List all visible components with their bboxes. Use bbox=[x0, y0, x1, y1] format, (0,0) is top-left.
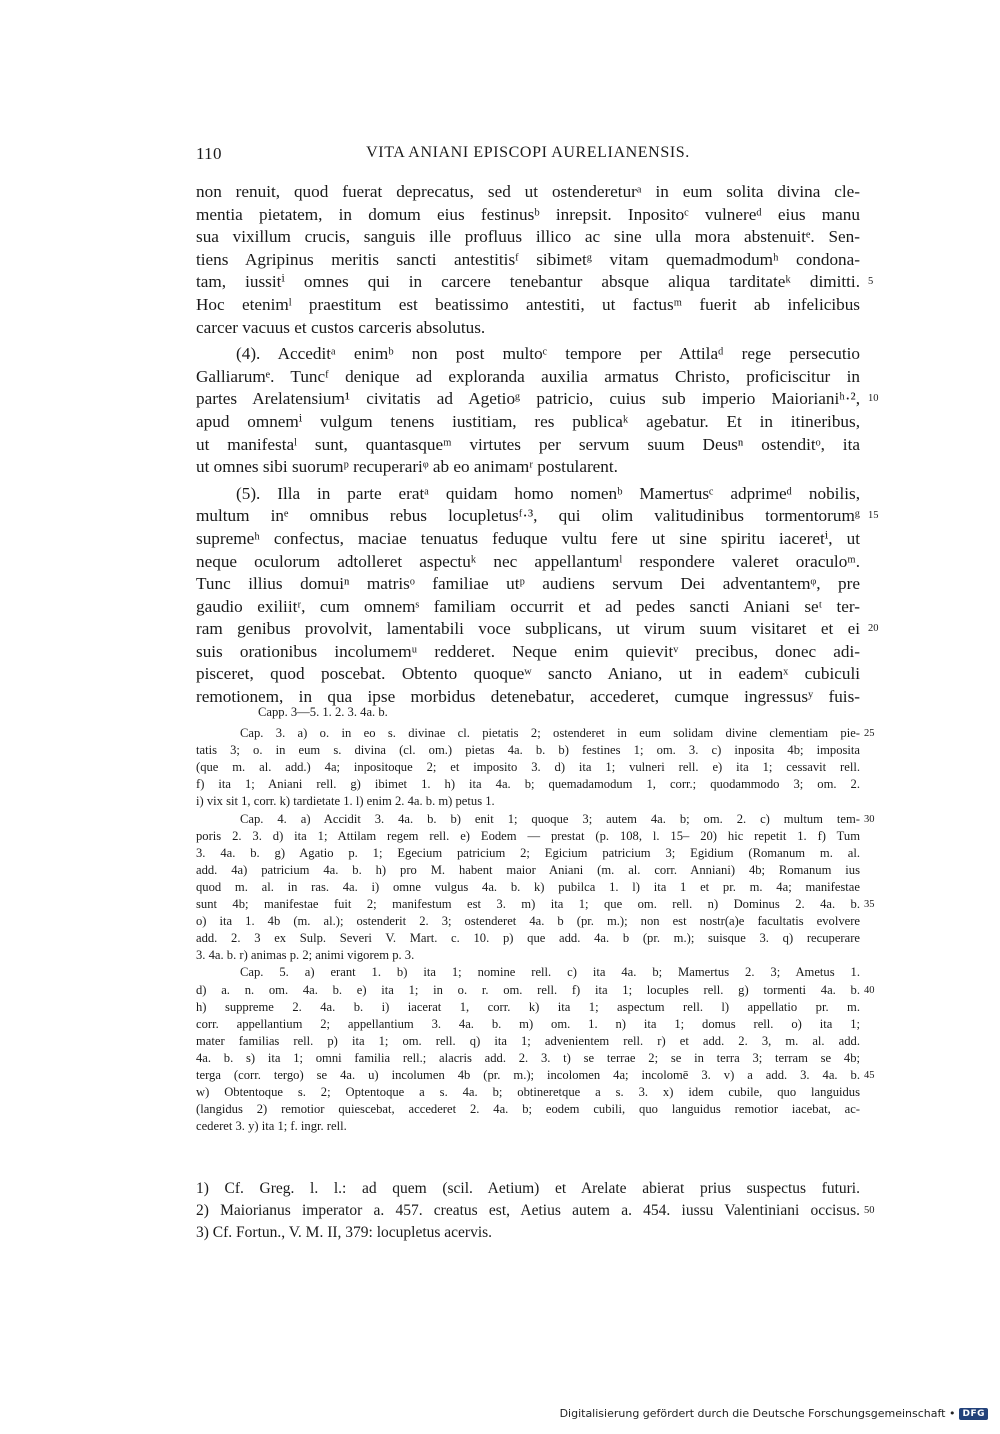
line-number: 15 bbox=[868, 510, 879, 522]
apparatus-line-text: poris 2. 3. d) ita 1; Attilam regem rell. e) Eodem — prestat (p. 108, l. 15– 20) hic repetit 1. f) Tum bbox=[196, 828, 860, 843]
apparatus-line bbox=[196, 845, 860, 862]
source-footnotes bbox=[196, 1178, 875, 1244]
main-text-line-text: (4). Acceditᵃ enimᵇ non post multoᶜ tempore per Attilaᵈ rege persecutio bbox=[236, 344, 860, 364]
apparatus-line bbox=[196, 879, 860, 896]
apparatus-line bbox=[196, 704, 860, 721]
footer-text: Digitalisierung gefördert durch die Deutsche Forschungsgemeinschaft • bbox=[559, 1407, 956, 1420]
page-header bbox=[196, 144, 860, 170]
footnote-line-text: 1) Cf. Greg. l. l.: ad quem (scil. Aetium) et Arelate abierat prius suspectus futuri. bbox=[196, 1180, 860, 1197]
main-text-line-text: mentia pietatem, in domum eius festinusᵇ inrepsit. Inpositoᶜ vulnereᵈ eius manu bbox=[196, 204, 860, 224]
main-text-line bbox=[196, 663, 860, 686]
apparatus-line bbox=[196, 1101, 860, 1118]
main-text-line-text: Galliarumᵉ. Tuncᶠ denique ad exploranda auxilia armatus Christo, proficiscitur in bbox=[196, 366, 860, 386]
apparatus-line-text: add. 4a) patricium 4a. b. h) pro M. habent maior Aniani (m. al. corr. Anniani) 4b; Romanum ius bbox=[196, 862, 860, 877]
apparatus-line-text: Capp. 3—5. 1. 2. 3. 4a. b. bbox=[258, 705, 388, 719]
apparatus-line-text: w) Obtentoque s. 2; Optentoque a s. 4a. b; obtineretque a s. 3. x) idem cubile, quo languidus bbox=[196, 1085, 860, 1100]
main-text-line-text: carcer vacuus et custos carceris absolutus. bbox=[196, 317, 486, 337]
main-text-line-text: partes Arelatensium¹ civitatis ad Agetioᵍ patricio, cuius sub imperio Maiorianiʰ·², bbox=[196, 389, 860, 409]
apparatus-line bbox=[196, 1067, 875, 1084]
line-number: 25 bbox=[864, 728, 875, 740]
apparatus-line-text: Cap. 4. a) Accidit 3. 4a. b. b) enit 1; quoque 3; autem 4a. b; om. 2. c) multum tem- bbox=[240, 811, 860, 826]
line-number: 30 bbox=[864, 813, 875, 825]
main-text-line-text: pisceret, quod poscebat. Obtento quoqueʷ sancto Aniano, ut in eademˣ cubiculi bbox=[196, 664, 860, 684]
main-text-line-text: (5). Illa in parte eratᵃ quidam homo nomenᵇ Mamertusᶜ adprimeᵈ nobilis, bbox=[236, 483, 860, 503]
main-text-line bbox=[196, 434, 860, 457]
main-text-line bbox=[196, 388, 879, 411]
main-text-line-text: multum inᵉ omnibus rebus locupletusᶠ·³, qui olim valitudinibus tormentorumᵍ bbox=[196, 506, 860, 526]
main-text-line-text: Hoc etenimˡ praestitum est beatissimo antestiti, ut factusᵐ fuerit ab infelicibus bbox=[196, 294, 860, 314]
main-text-line-text: suis orationibus incolumemᵘ redderet. Neque enim quievitᵛ precibus, donec adi- bbox=[196, 641, 860, 661]
apparatus-line-text: cederet 3. y) ita 1; f. ingr. rell. bbox=[196, 1119, 347, 1134]
main-text-line-text: Tunc illius domuiⁿ matrisᵒ familiae utᵖ audiens servum Dei adventantemᵠ, pre bbox=[196, 574, 860, 594]
apparatus-line-text: mater familias rell. p) ita 1; om. rell. q) ita 1; advenientem rell. r) et add. 2. 3, m. al. add. bbox=[196, 1033, 860, 1048]
footnote-line bbox=[196, 1222, 860, 1244]
line-number: 5 bbox=[868, 276, 874, 288]
apparatus-line-text: quod m. al. in ras. 4a. i) omne vulgus 4a. b. k) pubilca 1. l) ita 1 et pr. m. 4a; manifestae bbox=[196, 879, 860, 894]
digitization-footer bbox=[560, 1407, 988, 1420]
main-text-line bbox=[196, 366, 860, 389]
main-text-line-text: tam, iussitⁱ omnes qui in carcere tenebantur absque aliqua tarditateᵏ dimitti. bbox=[196, 272, 860, 292]
apparatus-line bbox=[196, 776, 860, 793]
main-text-line bbox=[196, 596, 860, 619]
apparatus-line-text: (que m. al. add.) 4a; inpositoque 2; et imposito 3. d) ita 1; vulneri rell. e) ita 1; cessavit rell. bbox=[196, 760, 860, 775]
apparatus-line-text: Cap. 3. a) o. in eo s. divinae cl. pietatis 2; ostenderet in eum solidam divine clementiam pie- bbox=[240, 726, 860, 741]
apparatus-line-text: Cap. 5. a) erant 1. b) ita 1; nomine rell. c) ita 4a. b; Mamertus 2. 3; Ametus 1. bbox=[240, 965, 860, 980]
apparatus-line-text: d) a. n. om. 4a. b. e) ita 1; in o. r. om. rell. f) ita 1; locuples rell. g) tormenti 4a. b. bbox=[196, 982, 860, 997]
footnote-line-text: 2) Maiorianus imperator a. 457. creatus est, Aetius autem a. 454. iussu Valentiniani occisus. bbox=[196, 1202, 860, 1219]
apparatus-line-text: o) ita 1. 4b (m. al.); ostenderit 2. 3; ostenderet 4a. b (pr. m.); non est nostr(a)e facultatis evolvere bbox=[196, 914, 860, 929]
critical-apparatus bbox=[196, 704, 875, 1135]
line-number: 45 bbox=[864, 1069, 875, 1081]
main-text-line bbox=[196, 181, 860, 204]
line-number: 20 bbox=[868, 623, 879, 635]
apparatus-line bbox=[196, 999, 860, 1016]
apparatus-line bbox=[196, 1118, 860, 1135]
main-text-line bbox=[196, 249, 860, 272]
main-text-block bbox=[196, 181, 879, 709]
main-text-line bbox=[196, 204, 860, 227]
line-number: 50 bbox=[864, 1205, 875, 1216]
main-text-line bbox=[196, 456, 860, 479]
running-title: VITA ANIANI EPISCOPI AURELIANENSIS. bbox=[366, 144, 690, 161]
apparatus-line bbox=[196, 913, 860, 930]
dfg-logo: DFG bbox=[959, 1408, 988, 1420]
page-number: 110 bbox=[196, 144, 222, 163]
apparatus-line-text: (langidus 2) remotior quiescebat, accederet 2. 4a. b; eodem cubili, quo languidus remotior iacebat, ac- bbox=[196, 1102, 860, 1117]
main-text-line bbox=[196, 317, 860, 340]
apparatus-line bbox=[196, 725, 875, 742]
main-text-line bbox=[196, 641, 860, 664]
main-text-line bbox=[196, 483, 860, 506]
apparatus-line bbox=[196, 1050, 860, 1067]
apparatus-line bbox=[196, 947, 860, 964]
apparatus-line bbox=[196, 759, 860, 776]
footnote-line-text: 3) Cf. Fortun., V. M. II, 379: locupletus acervis. bbox=[196, 1224, 493, 1241]
main-text-line bbox=[196, 618, 879, 641]
main-text-line bbox=[196, 411, 860, 434]
main-text-line-text: ut manifestaˡ sunt, quantasqueᵐ virtutes per servum suum Deusⁿ ostenditᵒ, ita bbox=[196, 434, 860, 454]
main-text-line-text: apud omnemⁱ vulgum tenens iustitiam, res publicaᵏ agebatur. Et in itineribus, bbox=[196, 411, 860, 431]
main-text-line bbox=[196, 271, 874, 294]
apparatus-line bbox=[196, 930, 860, 947]
main-text-line bbox=[196, 528, 860, 551]
apparatus-line-text: f) ita 1; Aniani rell. g) ibimet 1. h) ita 4a. b; quemadamodum 1, corr.; quodammodo 3; om. 2. bbox=[196, 777, 860, 792]
main-text-line-text: gaudio exiliitʳ, cum omnemˢ familiam occurrit et ad pedes sancti Aniani seᵗ ter- bbox=[196, 596, 860, 616]
main-text-line bbox=[196, 343, 860, 366]
footnote-line bbox=[196, 1200, 875, 1222]
apparatus-line-text: add. 2. 3 ex Sulp. Severi V. Mart. c. 10. p) que add. 4a. b (pr. m.); suisque 3. q) recuperare bbox=[196, 931, 860, 946]
line-number: 10 bbox=[868, 393, 879, 405]
main-text-line-text: remotionem, in qua ipse morbidus detenebatur, accederet, cumque ingressusʸ fuis- bbox=[196, 687, 860, 707]
apparatus-line bbox=[196, 793, 860, 810]
apparatus-line bbox=[196, 982, 875, 999]
main-text-line bbox=[196, 573, 860, 596]
apparatus-line bbox=[196, 896, 875, 913]
line-number: 35 bbox=[864, 899, 875, 911]
main-text-line bbox=[196, 505, 879, 528]
apparatus-line-text: 3. 4a. b. g) Agatio p. 1; Egecium patricium 2; Egicium patricium 3; Egidium (Romanum m. al. bbox=[196, 845, 860, 860]
apparatus-line bbox=[196, 1016, 860, 1033]
main-text-line bbox=[196, 226, 860, 249]
main-text-line-text: sua vixillum crucis, sanguis ille profluus illico ac sine ulla mora abstenuitᵉ. Sen- bbox=[196, 227, 860, 247]
main-text-line-text: supremeʰ confectus, maciae tenuatus feduque vultu fere ut sine spiritu iaceretⁱ, ut bbox=[196, 528, 860, 548]
apparatus-line bbox=[196, 828, 860, 845]
apparatus-line-text: h) suppreme 2. 4a. b. i) iacerat 1, corr. k) ita 1; aspectum rell. l) appellatio pr. m. bbox=[196, 999, 860, 1014]
apparatus-line-text: i) vix sit 1, corr. k) tardietate 1. l) enim 2. 4a. b. m) petus 1. bbox=[196, 794, 495, 809]
main-text-line-text: tiens Agripinus meritis sancti antestitisᶠ sibimetᵍ vitam quemadmodumʰ condona- bbox=[196, 249, 860, 269]
apparatus-line-text: corr. appellantium 2; appellantium 3. 4a. b. m) om. 1. n) ita 1; domus rell. o) ita 1; bbox=[196, 1016, 860, 1031]
main-text-line-text: neque oculorum adtolleret aspectuᵏ nec appellantumˡ respondere valeret oraculoᵐ. bbox=[196, 551, 860, 571]
main-text-line-text: ut omnes sibi suorumᵖ recuperariᵠ ab eo animamʳ postularent. bbox=[196, 457, 618, 477]
line-number: 40 bbox=[864, 984, 875, 996]
footnote-line bbox=[196, 1178, 860, 1200]
apparatus-line bbox=[196, 811, 875, 828]
apparatus-line-text: 3. 4a. b. r) animas p. 2; animi vigorem p. 3. bbox=[196, 948, 415, 963]
apparatus-line bbox=[196, 1084, 860, 1101]
apparatus-line bbox=[196, 1033, 860, 1050]
apparatus-line bbox=[196, 742, 860, 759]
apparatus-line bbox=[196, 862, 860, 879]
apparatus-line-text: sunt 4b; manifestae fuit 2; manifestum est 3. m) ita 1; que om. rell. n) Dominus 2. 4a. b. bbox=[196, 897, 860, 912]
main-text-line bbox=[196, 294, 860, 317]
apparatus-line-text: 4a. b. s) ita 1; omni familia rell.; alacris add. 2. 3. t) se terrae 2; se in terra 3; terram se 4b; bbox=[196, 1050, 860, 1065]
main-text-line-text: ram genibus provolvit, lamentabili voce subplicans, ut virum suum visitaret et ei bbox=[196, 619, 860, 639]
apparatus-line-text: tatis 3; o. in eum s. divina (cl. om.) pietas 4a. b. b) festines 1; om. 3. c) inposita 4b; imposita bbox=[196, 743, 860, 758]
main-text-line-text: non renuit, quod fuerat deprecatus, sed ut ostendereturᵃ in eum solita divina cle- bbox=[196, 182, 860, 201]
apparatus-line-text: terga (corr. tergo) se 4a. u) incolumen 4b (pr. m.); incolomen 4a; incolomē 3. v) a add. 3. 4a. b. bbox=[196, 1067, 860, 1082]
main-text-line bbox=[196, 551, 860, 574]
apparatus-line bbox=[196, 964, 860, 981]
